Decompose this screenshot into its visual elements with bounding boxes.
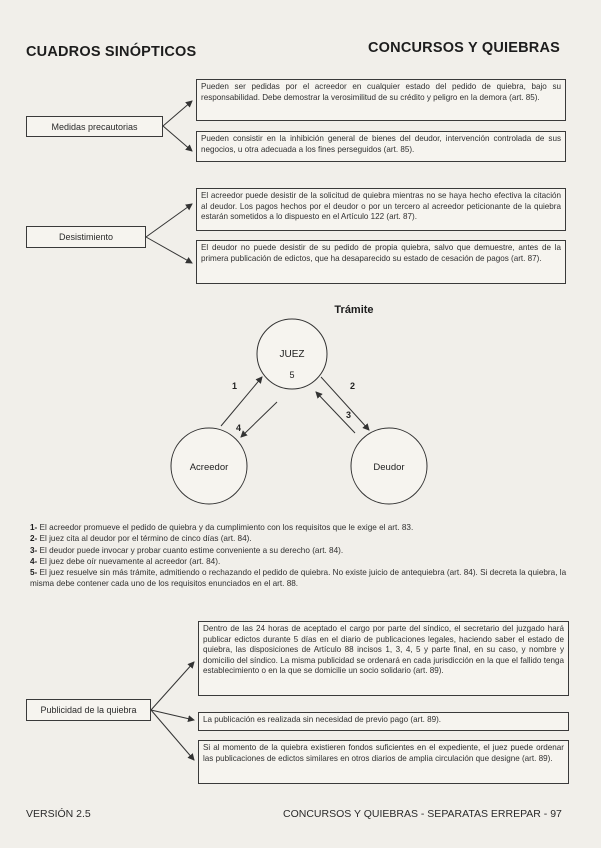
step-item: 4- El juez debe oír nuevamente al acreedor (art. 84). — [30, 556, 221, 566]
arrow-1-number: 1 — [232, 381, 238, 391]
step-item: 3- El deudor puede invocar y probar cuanto estime conveniente a su derecho (art. 84). — [30, 545, 344, 555]
publicidad-box-1: Dentro de las 24 horas de aceptado el cargo por parte del síndico, el secretario del juzgado hará publicar edictos durante 5 días en el diario de publicaciones legales, haciendo saber el estado de quiebra, las disposiciones de Artículo 88 incisos 1, 3, 4, 5 y parte final, en su caso, y nombre y domicilio del síndico. La misma publicidad se ordenará en cada jurisdicción en la que el fallido tenga establecimiento o en la que se domicilie un socio solidario (art. 89). — [198, 621, 569, 696]
publicidad-box-2: La publicación es realizada sin necesidad de previo pago (art. 89). — [198, 712, 569, 731]
header-right-title: CONCURSOS Y QUIEBRAS — [368, 40, 560, 56]
publicidad-box-3: Si al momento de la quiebra existieren fondos suficientes en el expediente, el juez puede ordenar las publicaciones de edictos similares en otros diarios de amplia circulación que designe (art. 89). — [198, 740, 569, 784]
arrow-2-number: 2 — [350, 381, 356, 391]
medidas-box-2: Pueden consistir en la inhibición general de bienes del deudor, intervención controlada de sus negocios, u otra adecuada a los fines perseguidos (art. 85). — [196, 131, 566, 162]
publicidad-label: Publicidad de la quiebra — [26, 699, 151, 721]
juez-label: JUEZ — [279, 349, 305, 360]
step-item: 1- El acreedor promueve el pedido de quiebra y da cumplimiento con los requisitos que le exige el art. 83. — [30, 523, 414, 532]
footer-version: VERSIÓN 2.5 — [26, 808, 91, 820]
medidas-label: Medidas precautorias — [26, 116, 163, 137]
deudor-label: Deudor — [373, 462, 405, 473]
desistimiento-box-1: El acreedor puede desistir de la solicitud de quiebra mientras no se haya hecho efectiva la citación al deudor. Los pagos hechos por el deudor o por un tercero al acreedor peticionante de la quiebra estarán sometidos a lo dispuesto en el Artículo 122 (art. 87). — [196, 188, 566, 231]
steps-list — [30, 522, 570, 590]
header-left-title: CUADROS SINÓPTICOS — [26, 44, 197, 60]
medidas-box-1: Pueden ser pedidas por el acreedor en cualquier estado del pedido de quiebra, bajo su responsabilidad. Debe demostrar la verosimilitud de su crédito y peligro en la demora (art. 85). — [196, 79, 566, 121]
footer-publication: CONCURSOS Y QUIEBRAS - SEPARATAS ERREPAR - 97 — [283, 808, 562, 820]
tramite-title: Trámite — [334, 304, 374, 316]
acreedor-label: Acreedor — [189, 462, 229, 473]
juez-step-number: 5 — [289, 370, 295, 380]
arrow-1 — [221, 377, 262, 426]
step-item: 2- El juez cita al deudor por el término de cinco días (art. 84). — [30, 534, 252, 544]
desistimiento-label: Desistimiento — [26, 226, 146, 248]
arrow-3-number: 3 — [346, 410, 352, 420]
arrow-4-number: 4 — [236, 423, 242, 433]
arrow-4 — [241, 402, 277, 437]
desistimiento-box-2: El deudor no puede desistir de su pedido de propia quiebra, salvo que demuestre, antes de la primera publicación de edictos, que ha desaparecido su estado de cesación de pagos (art. 87). — [196, 240, 566, 284]
step-item: 5- El juez resuelve sin más trámite, admitiendo o rechazando el pedido de quiebra. No existe juicio de antequiebra (art. 84). Si decreta la quiebra, la misma debe contener cada uno de los requisitos enunciados en el art. 88. — [30, 568, 567, 589]
